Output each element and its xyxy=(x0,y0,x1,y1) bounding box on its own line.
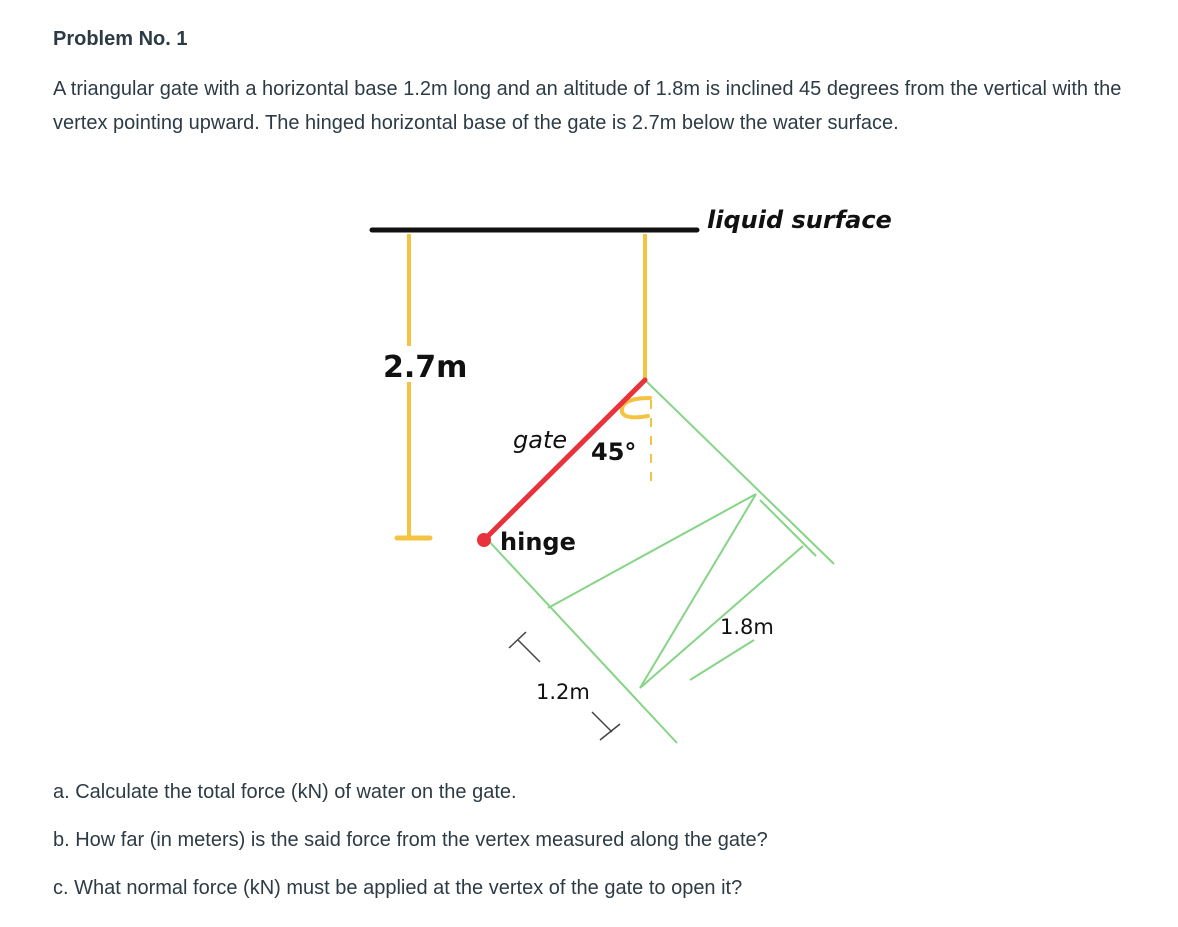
base-dimension-line-2 xyxy=(592,712,612,732)
angle-label: 45° xyxy=(591,438,637,466)
altitude-dimension-line xyxy=(760,500,816,556)
question-c: c. What normal force (kN) must be applied at the vertex of the gate to open it? xyxy=(53,877,743,899)
problem-title: Problem No. 1 xyxy=(53,28,188,50)
base-dimension-tick-2 xyxy=(600,724,620,740)
liquid-surface-label: liquid surface xyxy=(707,206,892,234)
triangle-side-left xyxy=(486,538,677,743)
hinge-point xyxy=(477,533,491,547)
base-dimension-line xyxy=(518,640,540,662)
question-b: b. How far (in meters) is the said force from the vertex measured along the gate? xyxy=(53,829,768,851)
altitude-length-label: 1.8m xyxy=(720,615,774,639)
altitude-dimension-end xyxy=(690,640,754,680)
problem-statement: A triangular gate with a horizontal base 1.2m long and an altitude of 1.8m is inclined 45 degrees from the vertical with the vertex pointing upward. The hinged horizontal base of the gate is 2.7m below the water surface. xyxy=(53,78,1122,134)
gate-label: gate xyxy=(513,426,568,454)
triangle-inner-edge-1 xyxy=(548,494,756,608)
base-length-label: 1.2m xyxy=(536,680,590,704)
question-a: a. Calculate the total force (kN) of water on the gate. xyxy=(53,781,517,803)
triangle-inner-edge-2 xyxy=(640,494,756,688)
hinge-label: hinge xyxy=(500,528,576,556)
depth-label: 2.7m xyxy=(383,350,468,385)
triangle-side-top xyxy=(645,380,834,564)
